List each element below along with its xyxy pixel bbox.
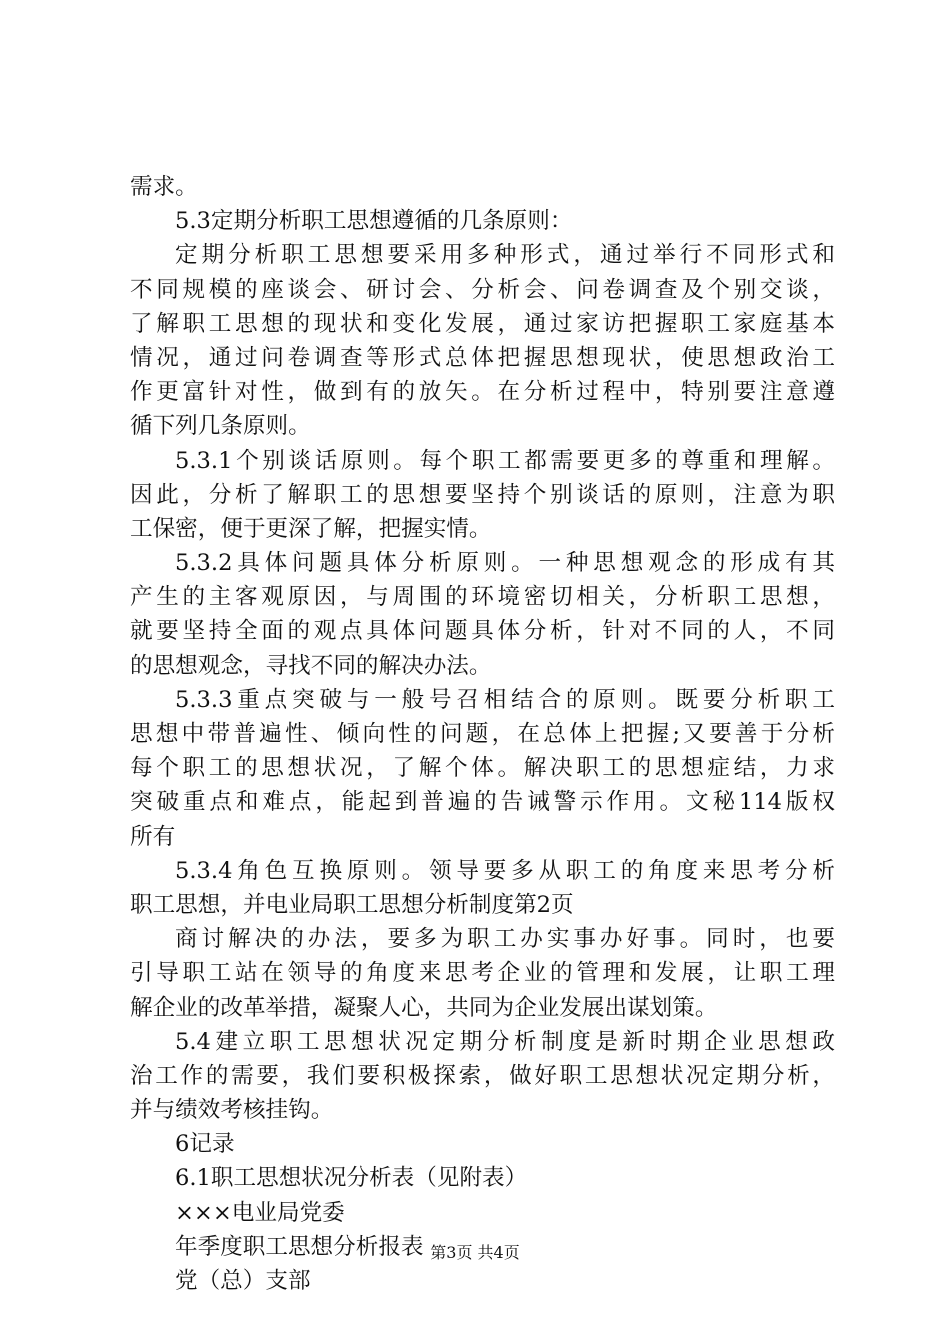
text-line: 职工思想，并电业局职工思想分析制度第2页 <box>130 891 574 918</box>
text-line: 思想中带普遍性、倾向性的问题，在总体上把握;又要善于分析 <box>130 721 835 747</box>
text-line: 循下列几条原则。 <box>130 413 311 440</box>
text-line: 产生的主客观原因，与周围的环境密切相关，分析职工思想， <box>130 584 835 611</box>
text-line: 解企业的改革举措，凝聚人心，共同为企业发展出谋划策。 <box>130 994 718 1021</box>
text-line: 不同规模的座谈会、研讨会、分析会、问卷调查及个别交谈， <box>130 276 835 303</box>
text-line: 并与绩效考核挂钩。 <box>130 1097 334 1124</box>
text-line: 就要坚持全面的观点具体问题具体分析，针对不同的人，不同 <box>130 618 835 645</box>
page-number-footer: 第3页 共4页 <box>430 1243 520 1262</box>
text-line: 5.4建立职工思想状况定期分析制度是新时期企业思想政 <box>175 1028 835 1055</box>
section-heading: 6记录 <box>175 1131 235 1158</box>
text-line: 5.3.3重点突破与一般号召相结合的原则。既要分析职工 <box>175 686 835 713</box>
text-line: 5.3.1个别谈话原则。每个职工都需要更多的尊重和理解。 <box>175 447 835 474</box>
text-line: 因此，分析了解职工的思想要坚持个别谈话的原则，注意为职 <box>130 481 835 508</box>
text-line: 所有 <box>130 823 176 850</box>
text-line: 了解职工思想的现状和变化发展，通过家访把握职工家庭基本 <box>130 310 835 337</box>
text-line: 党（总）支部 <box>175 1268 311 1294</box>
text-line: 商讨解决的办法，要多为职工办实事办好事。同时，也要 <box>175 926 835 953</box>
text-line: 5.3.4角色互换原则。领导要多从职工的角度来思考分析 <box>175 857 835 884</box>
text-line: 作更富针对性，做到有的放矢。在分析过程中，特别要注意遵 <box>130 379 835 406</box>
text-line: 突破重点和难点，能起到普遍的告诫警示作用。文秘114版权 <box>130 789 835 816</box>
text-line: 年季度职工思想分析报表 <box>175 1233 424 1260</box>
text-line: 情况，通过问卷调查等形式总体把握思想现状，使思想政治工 <box>130 344 835 371</box>
text-line: 治工作的需要，我们要积极探索，做好职工思想状况定期分析， <box>130 1062 835 1089</box>
text-line: 5.3.2具体问题具体分析原则。一种思想观念的形成有其 <box>175 550 835 577</box>
text-line: ×××电业局党委 <box>175 1199 345 1226</box>
document-body <box>130 170 835 1298</box>
text-line: 引导职工站在领导的角度来思考企业的管理和发展，让职工理 <box>130 960 835 987</box>
text-line: 每个职工的思想状况，了解个体。解决职工的思想症结，力求 <box>130 755 835 782</box>
text-line: 的思想观念，寻找不同的解决办法。 <box>130 652 492 679</box>
section-heading: 5.3定期分析职工思想遵循的几条原则： <box>175 208 573 235</box>
text-line: 工保密，便于更深了解，把握实情。 <box>130 515 492 542</box>
text-line: 定期分析职工思想要采用多种形式，通过举行不同形式和 <box>175 242 835 269</box>
text-line: 需求。 <box>130 174 198 200</box>
text-line: 6.1职工思想状况分析表（见附表） <box>175 1165 528 1192</box>
